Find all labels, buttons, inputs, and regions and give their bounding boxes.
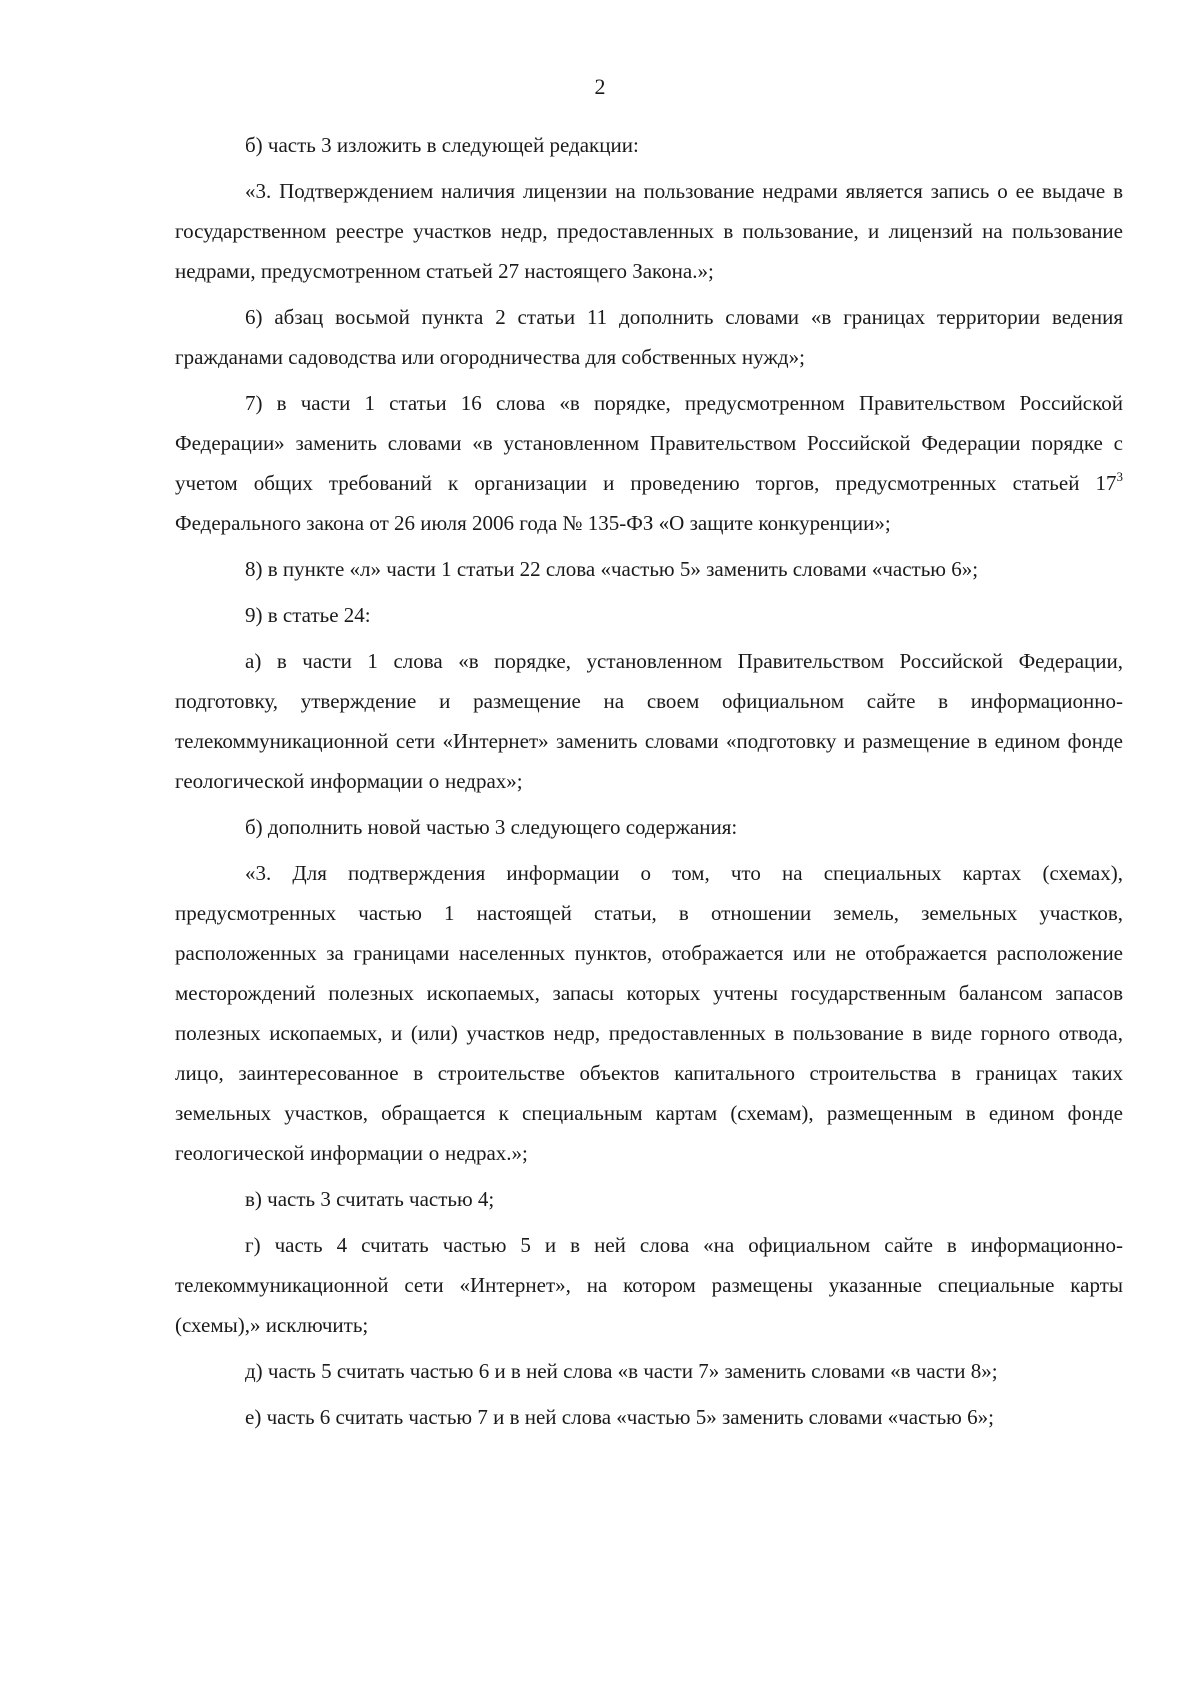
- paragraph-item-e: е) часть 6 считать частью 7 и в ней слова «частью 5» заменить словами «частью 6»;: [245, 1405, 994, 1429]
- paragraph-item-6: 6) абзац восьмой пункта 2 статьи 11 дополнить словами «в границах территории ведения гражданами садоводства или огородничества для собственных нужд»;: [175, 305, 1123, 369]
- paragraph-quoted-new-part-3: «3. Для подтверждения информации о том, что на специальных картах (схемах), предусмотренных частью 1 настоящей статьи, в отношении земель, земельных участков, расположенных за границами населенных пунктов, отображается или не отображается расположение месторождений полезных ископаемых, запасы которых учтены государственным балансом запасов полезных ископаемых, и (или) участков недр, предоставленных в пользование в виде горного отвода, лицо, заинтересованное в строительстве объектов капитального строительства в границах таких земельных участков, обращается к специальным картам (схемам), размещенным в едином фонде геологической информации о недрах.»;: [175, 861, 1123, 1165]
- page-number: 2: [594, 74, 606, 99]
- paragraph-item-a-part-1: а) в части 1 слова «в порядке, установленном Правительством Российской Федерации, подготовку, утверждение и размещение на своем официальном сайте в информационно-телекоммуникационной сети «Интернет» заменить словами «подготовку и размещение в едином фонде геологической информации о недрах»;: [175, 649, 1123, 793]
- document-body: [175, 125, 1123, 1443]
- paragraph-item-7: [175, 383, 1123, 543]
- paragraph-item-b-new-part-3: б) дополнить новой частью 3 следующего содержания:: [245, 815, 738, 839]
- paragraph-item-v: в) часть 3 считать частью 4;: [245, 1187, 495, 1211]
- superscript-article-number: 3: [1116, 469, 1123, 484]
- paragraph-item-7-text-start: 7) в части 1 статьи 16 слова «в порядке, предусмотренном Правительством Российской Федерации» заменить словами «в установленном Правительством Российской Федерации порядке с учетом общих требований к организации и проведению торгов, предусмотренных статьей 17: [175, 391, 1123, 495]
- paragraph-item-9: 9) в статье 24:: [245, 603, 371, 627]
- paragraph-item-b-part-3: б) часть 3 изложить в следующей редакции:: [245, 133, 639, 157]
- paragraph-item-d: д) часть 5 считать частью 6 и в ней слова «в части 7» заменить словами «в части 8»;: [245, 1359, 998, 1383]
- paragraph-item-8: 8) в пункте «л» части 1 статьи 22 слова «частью 5» заменить словами «частью 6»;: [245, 557, 979, 581]
- paragraph-item-g: г) часть 4 считать частью 5 и в ней слова «на официальном сайте в информационно-телекоммуникационной сети «Интернет», на котором размещены указанные специальные карты (схемы),» исключить;: [175, 1233, 1123, 1337]
- paragraph-quoted-part-3: «3. Подтверждением наличия лицензии на пользование недрами является запись о ее выдаче в государственном реестре участков недр, предоставленных в пользование, и лицензий на пользование недрами, предусмотренном статьей 27 настоящего Закона.»;: [175, 179, 1123, 283]
- paragraph-item-7-text-end: Федерального закона от 26 июля 2006 года № 135-ФЗ «О защите конкуренции»;: [175, 511, 891, 535]
